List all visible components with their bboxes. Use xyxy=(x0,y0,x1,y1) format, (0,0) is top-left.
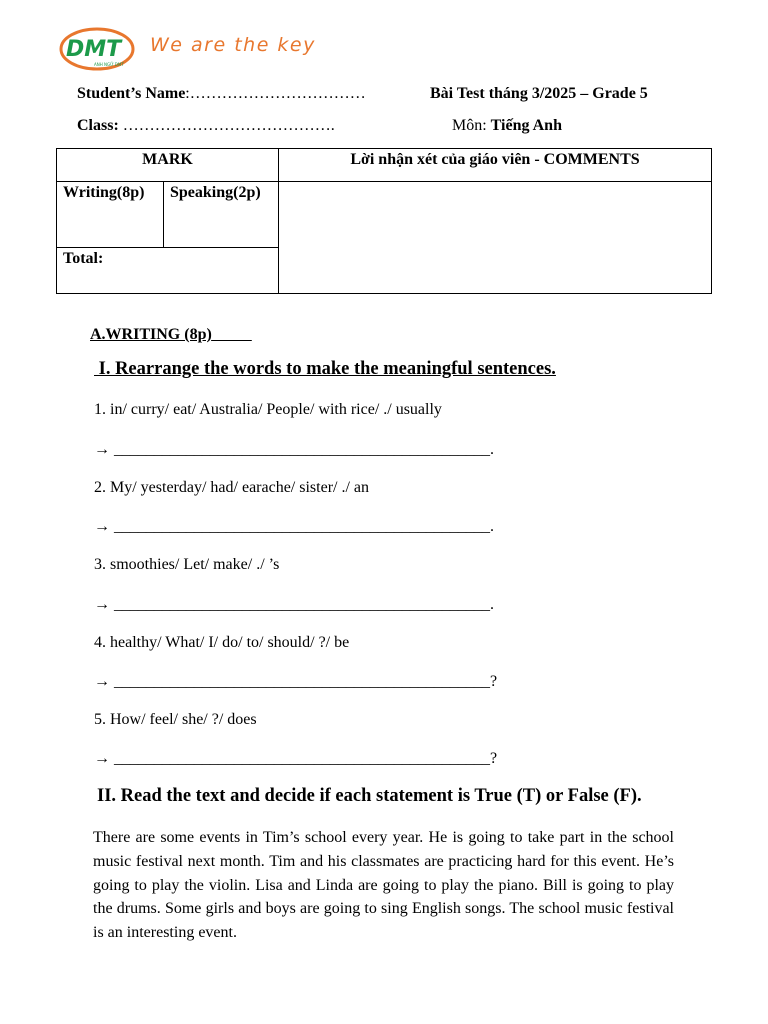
logo-letters: DMT xyxy=(66,37,122,62)
class-label: Class: xyxy=(77,117,119,134)
comments-cell[interactable] xyxy=(279,182,712,294)
answer-line-5[interactable]: → _______________________________________________? xyxy=(94,750,498,767)
part1-heading: I. Rearrange the words to make the meaningful sentences. xyxy=(94,359,556,379)
question-4: 4. healthy/ What/ I/ do/ to/ should/ ?/ be xyxy=(94,634,350,651)
question-1: 1. in/ curry/ eat/ Australia/ People/ with rice/ ./ usually xyxy=(94,401,442,418)
tagline: We are the key xyxy=(150,34,316,56)
total-score-cell[interactable]: Total: xyxy=(57,248,279,294)
answer-line-2[interactable]: → _______________________________________________. xyxy=(94,518,494,535)
mark-header: MARK xyxy=(57,149,279,182)
student-name-blank[interactable]: :…………………………… xyxy=(185,85,366,102)
speaking-score-cell[interactable]: Speaking(2p) xyxy=(164,182,279,248)
subject-value: Tiếng Anh xyxy=(490,117,562,134)
section-a-title xyxy=(90,326,252,344)
test-title: Bài Test tháng 3/2025 – Grade 5 xyxy=(430,85,648,102)
class-line xyxy=(77,117,335,135)
answer-line-3[interactable]: → _______________________________________________. xyxy=(94,596,494,613)
question-3: 3. smoothies/ Let/ make/ ./ ’s xyxy=(94,556,280,573)
section-a-label: A.WRITING (8p) xyxy=(90,326,212,343)
class-blank[interactable]: …………………………………. xyxy=(118,117,335,134)
reading-passage: There are some events in Tim’s school every year. He is going to take part in the school music festival next month. Tim and his classmates are practicing hard for this event. He’s going to play the violin. Lisa and Linda are going to play the piano. Bill is going to play the drums. Some girls and boys are going to sing English songs. The school music festival is an interesting event. xyxy=(93,829,674,942)
comments-header: Lời nhận xét của giáo viên - COMMENTS xyxy=(279,149,712,182)
student-name-line xyxy=(77,85,366,103)
student-name-label: Student’s Name xyxy=(77,85,186,102)
part2-heading: II. Read the text and decide if each statement is True (T) or False (F). xyxy=(97,786,642,806)
dmt-logo xyxy=(58,26,136,72)
mark-table xyxy=(56,148,712,294)
question-5: 5. How/ feel/ she/ ?/ does xyxy=(94,711,257,728)
subject-line xyxy=(452,117,562,135)
logo-subtext: ANH NGỮ DMT xyxy=(94,62,124,67)
question-2: 2. My/ yesterday/ had/ earache/ sister/ ./ an xyxy=(94,479,370,496)
answer-line-1[interactable]: → _______________________________________________. xyxy=(94,441,494,458)
section-a-underline xyxy=(212,326,252,343)
answer-line-4[interactable]: → _______________________________________________? xyxy=(94,673,498,690)
writing-score-cell[interactable]: Writing(8p) xyxy=(57,182,164,248)
subject-label: Môn: xyxy=(452,117,491,134)
